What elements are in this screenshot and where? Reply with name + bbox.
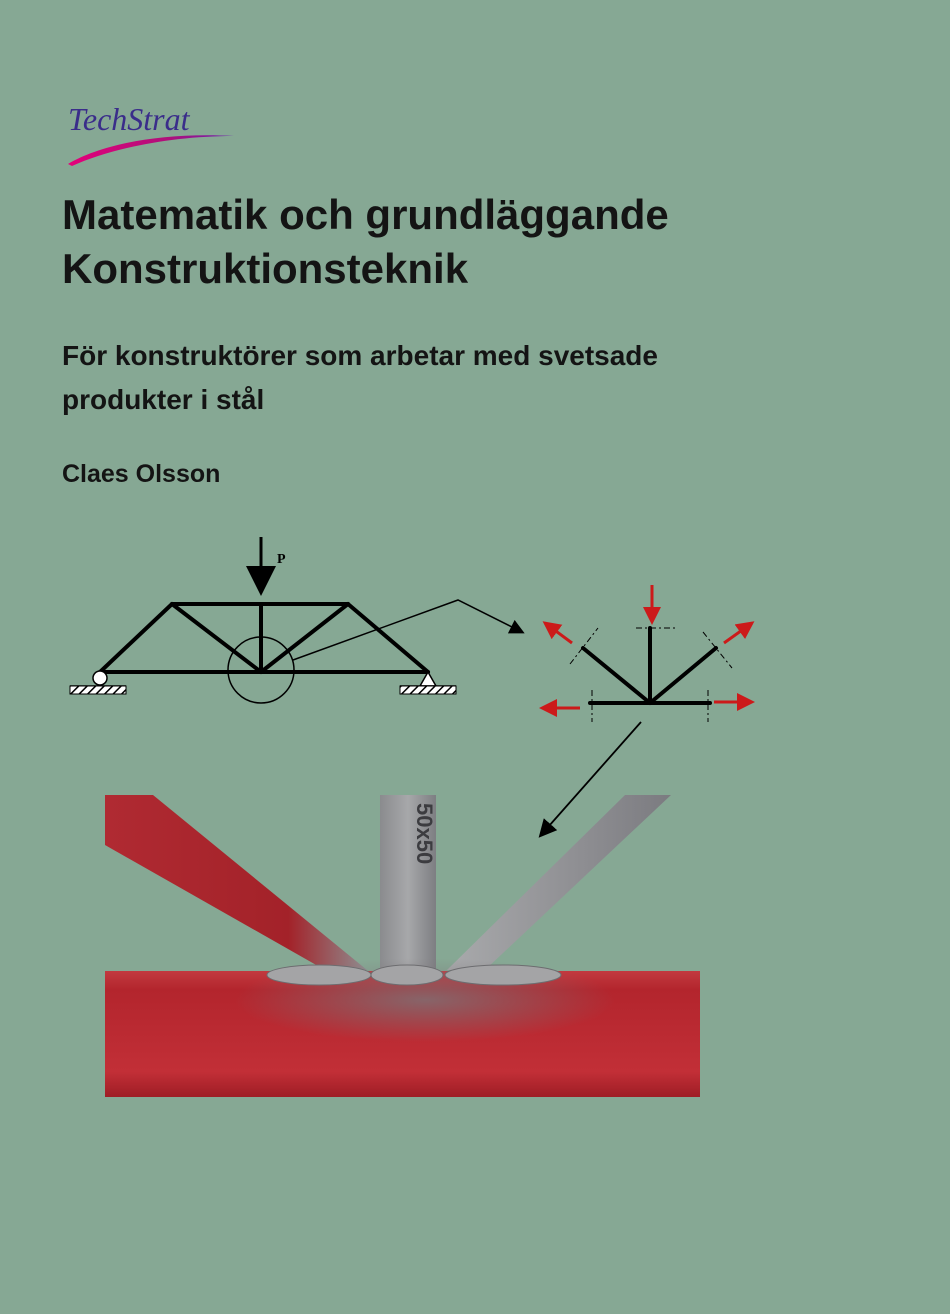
- load-label: P: [277, 552, 286, 567]
- logo-text: TechStrat: [68, 101, 190, 137]
- title-line-1: Matematik och grundläggande: [62, 191, 669, 238]
- logo-swoosh: [68, 135, 234, 166]
- book-subtitle: [62, 334, 658, 422]
- right-diagonal-tube: [447, 795, 671, 970]
- truss-diagram: [0, 520, 950, 840]
- subtitle-line-1: För konstruktörer som arbetar med svetsade: [62, 340, 658, 371]
- left-diagonal-tube: [105, 795, 367, 970]
- author-name: Claes Olsson: [62, 460, 221, 488]
- force-arrows: [542, 585, 752, 708]
- weld-beads: [267, 965, 561, 985]
- techstrat-logo: [62, 92, 242, 172]
- tube-marking: 50x50: [412, 803, 437, 865]
- left-support: [70, 671, 126, 694]
- truss-members: [100, 604, 428, 672]
- joint-detail: [583, 628, 716, 703]
- detail-leader: [293, 600, 522, 660]
- welded-joint-photo: [105, 795, 700, 1097]
- title-line-2: Konstruktionsteknik: [62, 245, 469, 292]
- subtitle-line-2: produkter i stål: [62, 384, 265, 415]
- book-title: [62, 188, 669, 296]
- right-support: [400, 672, 456, 694]
